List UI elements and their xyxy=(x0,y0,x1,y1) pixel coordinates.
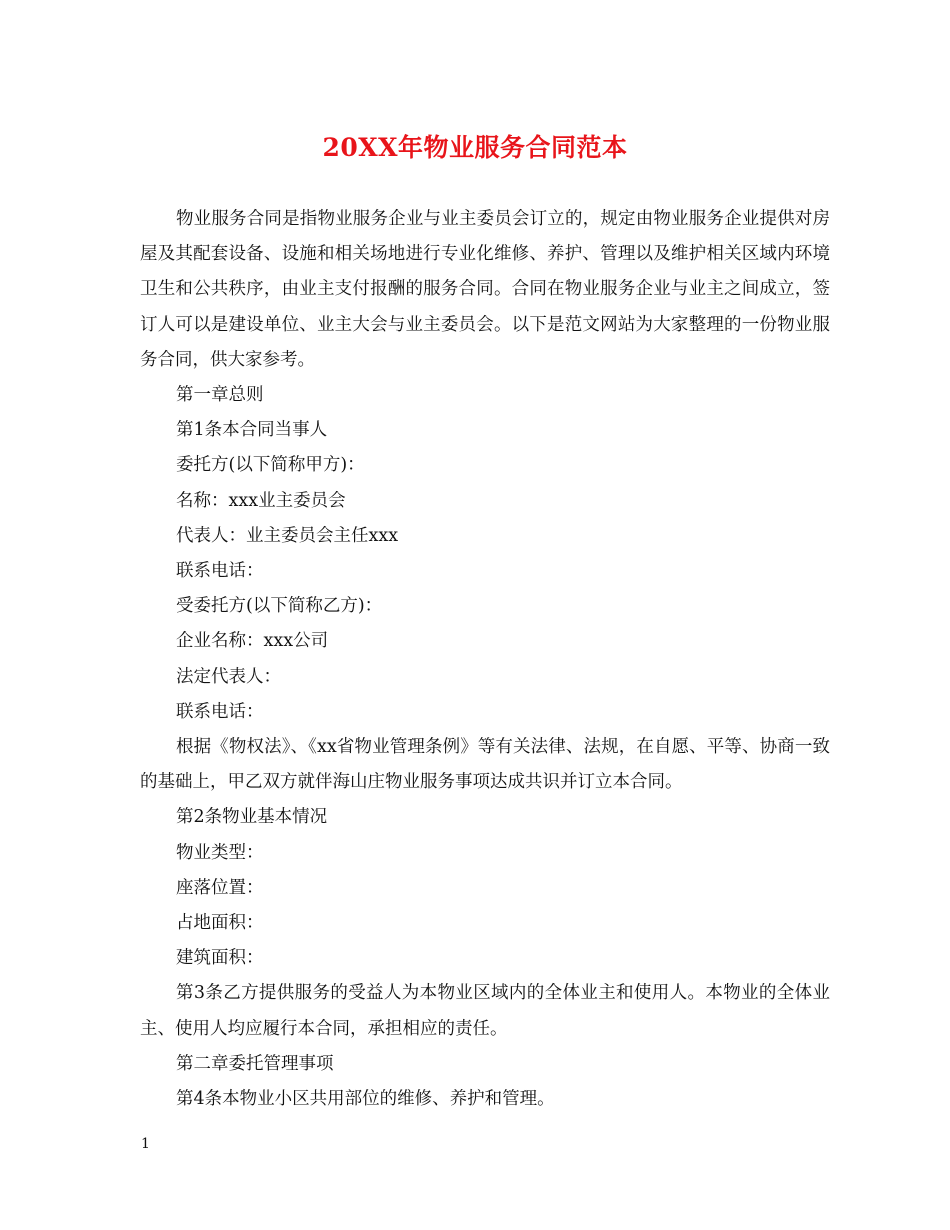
paragraph-line: 占地面积： xyxy=(176,913,264,934)
paragraph-line: 法定代表人： xyxy=(176,666,281,687)
paragraph-line: 名称：xxx业主委员会 xyxy=(176,490,346,511)
paragraph-line: 座落位置： xyxy=(176,877,264,898)
article-paragraph: 第4条本物业小区共用部位的维修、养护和管理。 xyxy=(176,1089,555,1110)
chapter-heading: 第一章总则 xyxy=(176,385,264,406)
chapter-heading: 第二章委托管理事项 xyxy=(176,1053,334,1074)
paragraph-line: 企业名称：xxx公司 xyxy=(176,631,329,652)
paragraph-line: 联系电话： xyxy=(176,701,264,722)
document-title: 20XX年物业服务合同范本 xyxy=(322,133,628,162)
article-heading: 第2条物业基本情况 xyxy=(176,807,328,828)
article-paragraph: 第3条乙方提供服务的受益人为本物业区域内的全体业主和使用人。本物业的全体业主、使用人均应履行本合同，承担相应的责任。 xyxy=(140,983,830,1039)
article-heading: 第1条本合同当事人 xyxy=(176,420,328,441)
paragraph-legal-basis: 根据《物权法》、《xx省物业管理条例》等有关法律、法规，在自愿、平等、协商一致的基础上，甲乙双方就伴海山庄物业服务事项达成共识并订立本合同。 xyxy=(140,737,830,793)
paragraph-intro: 物业服务合同是指物业服务企业与业主委员会订立的，规定由物业服务企业提供对房屋及其配套设备、设施和相关场地进行专业化维修、养护、管理以及维护相关区域内环境卫生和公共秩序，由业主支付报酬的服务合同。合同在物业服务企业与业主之间成立，签订人可以是建设单位、业主大会与业主委员会。以下是范文网站为大家整理的一份物业服务合同，供大家参考。 xyxy=(140,209,830,370)
paragraph-line: 委托方(以下简称甲方)： xyxy=(176,455,365,476)
paragraph-line: 物业类型： xyxy=(176,842,264,863)
document-body xyxy=(140,202,830,1117)
page-number: 1 xyxy=(141,1136,150,1152)
paragraph-line: 代表人：业主委员会主任xxx xyxy=(176,525,399,546)
paragraph-line: 建筑面积： xyxy=(176,948,264,969)
paragraph-line: 受委托方(以下简称乙方)： xyxy=(176,596,383,617)
paragraph-line: 联系电话： xyxy=(176,561,264,582)
